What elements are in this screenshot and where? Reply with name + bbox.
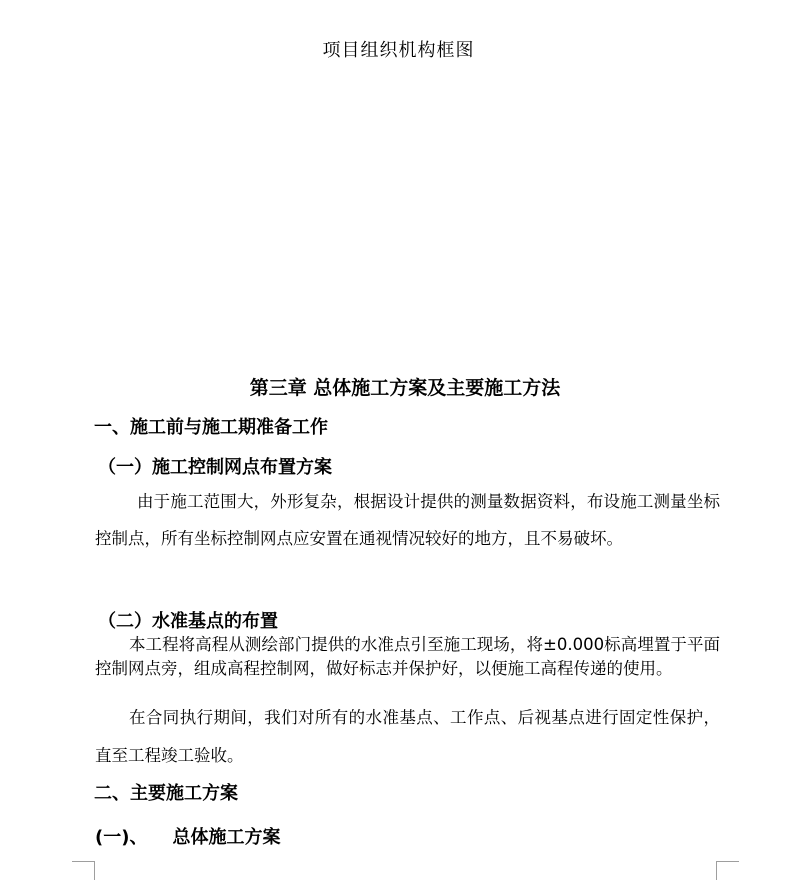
section-heading-main-plan: 二、主要施工方案 (94, 783, 238, 804)
chapter-title: 第三章 总体施工方案及主要施工方法 (249, 377, 561, 399)
subsection-heading-overall-plan: (一)、 总体施工方案 (95, 827, 281, 848)
org-chart-title: 项目组织机构框图 (322, 40, 475, 61)
paragraph-benchmark-protection: 在合同执行期间，我们对所有的水准基点、工作点、后视基点进行固定性保护，直至工程竣工验收。 (95, 708, 720, 765)
paragraph-control-network: 由于施工范围大，外形复杂，根据设计提供的测量数据资料，布设施工测量坐标控制点，所有坐标控制网点应安置在通视情况较好的地方，且不易破坏。 (95, 492, 720, 548)
paragraph-benchmark-elevation: 本工程将高程从测绘部门提供的水准点引至施工现场，将±0.000标高埋置于平面控制网点旁，组成高程控制网，做好标志并保护好，以便施工高程传递的使用。 (95, 635, 720, 678)
subsection-heading-control-network: （一）施工控制网点布置方案 (98, 457, 332, 478)
section-heading-prep-work: 一、施工前与施工期准备工作 (94, 417, 328, 438)
page-corner-mark-right (716, 861, 739, 880)
subsection-heading-benchmark: （二）水准基点的布置 (98, 611, 278, 632)
page-corner-mark-left (72, 861, 95, 880)
